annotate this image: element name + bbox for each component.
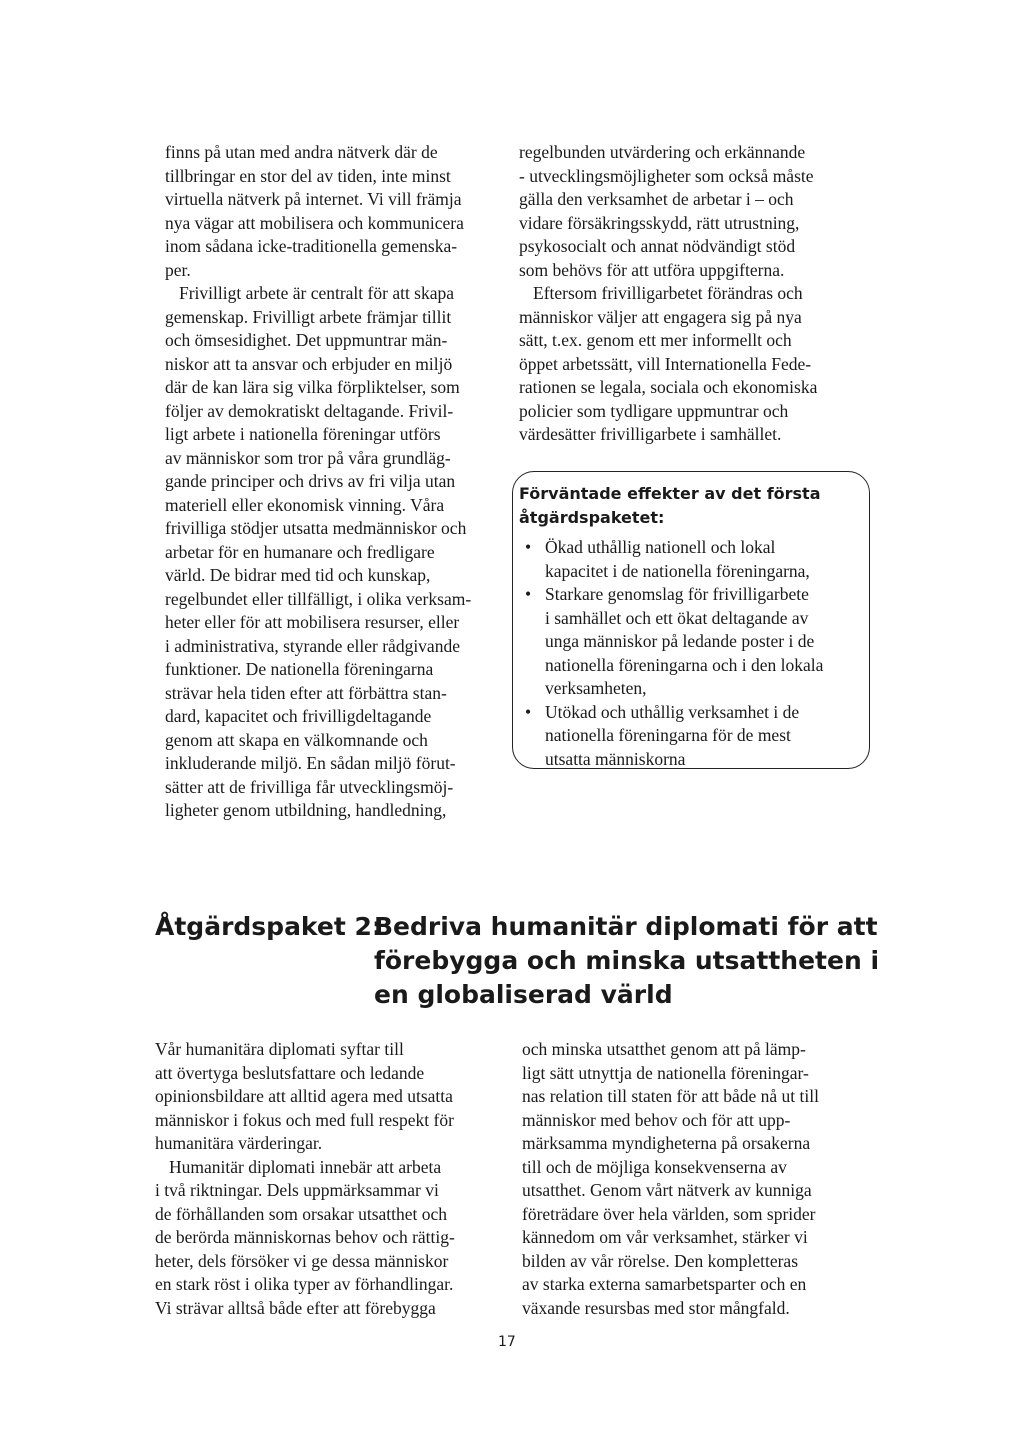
text-line: värdesätter frivilligarbete i samhället. xyxy=(519,424,782,444)
body-text-column-upper-right xyxy=(519,141,864,447)
text-line: sätt, t.ex. genom ett mer informellt och xyxy=(519,330,792,350)
text-line: Frivilligt arbete är centralt för att skapa xyxy=(179,283,455,303)
text-line: gande principer och drivs av fri vilja utan xyxy=(165,471,456,491)
text-line: öppet arbetssätt, vill Internationella Fede- xyxy=(519,353,812,374)
text-line: företrädare över hela världen, som sprider xyxy=(522,1203,816,1224)
section-title-line: förebygga och minska utsattheten i xyxy=(374,946,880,975)
text-line: de förhållanden som orsakar utsatthet och xyxy=(155,1203,448,1224)
text-line: Eftersom frivilligarbetet förändras och xyxy=(533,283,803,303)
text-line: policier som tydligare uppmuntrar och xyxy=(519,400,789,421)
text-line: som behövs för att utföra uppgifterna. xyxy=(519,259,785,280)
list-item-line: nationella föreningarna för de mest xyxy=(545,725,791,745)
list-item-line: i samhället och ett ökat deltagande av xyxy=(545,607,809,628)
text-line: Vår humanitära diplomati syftar till xyxy=(155,1039,404,1059)
list-item-line: Ökad uthållig nationell och lokal xyxy=(545,537,776,557)
text-line: genom att skapa en välkomnande och xyxy=(165,729,428,750)
text-line: människor med behov och för att upp- xyxy=(522,1109,791,1130)
text-line: nya vägar att mobilisera och kommunicera xyxy=(165,212,464,233)
text-line: följer av demokratiskt deltagande. Frivil- xyxy=(165,400,454,421)
text-line: de berörda människornas behov och rättig- xyxy=(155,1227,455,1247)
text-line: märksamma myndigheterna på orsakerna xyxy=(522,1133,811,1153)
text-line: psykosocialt och annat nödvändigt stöd xyxy=(519,236,796,256)
text-line: växande resursbas med stor mångfald. xyxy=(522,1297,790,1318)
text-line: ligt arbete i nationella föreningar utförs xyxy=(165,424,441,444)
text-line: Humanitär diplomati innebär att arbeta xyxy=(169,1156,442,1177)
text-line: virtuella nätverk på internet. Vi vill främja xyxy=(165,189,462,209)
body-text-column-lower-right xyxy=(522,1038,867,1320)
text-line: gälla den verksamhet de arbetar i – och xyxy=(519,189,794,209)
list-item-line: kapacitet i de nationella föreningarna, xyxy=(545,560,810,581)
list-item-line: verksamheten, xyxy=(545,678,647,698)
text-line: regelbundet eller tillfälligt, i olika verksam- xyxy=(165,588,472,609)
text-line: dard, kapacitet och frivilligdeltagande xyxy=(165,706,432,726)
text-line: inom sådana icke-traditionella gemenska- xyxy=(165,236,458,256)
text-line: per. xyxy=(165,259,191,280)
text-line: sätter att de frivilliga får utvecklingsmöj- xyxy=(165,776,454,797)
body-text-column-lower-left xyxy=(155,1038,500,1320)
expected-effects-list xyxy=(519,536,823,771)
list-item-line: Utökad och uthållig verksamhet i de xyxy=(545,701,800,722)
text-line: värld. De bidrar med tid och kunskap, xyxy=(165,565,431,585)
text-line: ligheter genom utbildning, handledning, xyxy=(165,800,447,820)
text-line: och minska utsatthet genom att på lämp- xyxy=(522,1039,806,1059)
page-number: 17 xyxy=(498,1334,516,1350)
text-line: opinionsbildare att alltid agera med utsatta xyxy=(155,1086,453,1106)
text-line: heter, dels försöker vi ge dessa människor xyxy=(155,1250,449,1271)
text-line: människor i fokus och med full respekt för xyxy=(155,1109,454,1130)
text-line: bilden av vår rörelse. Den kompletteras xyxy=(522,1250,799,1271)
text-line: där de kan lära sig vilka förpliktelser, som xyxy=(165,377,460,397)
bullet-icon: • xyxy=(525,584,532,604)
text-line: kännedom om vår verksamhet, stärker vi xyxy=(522,1227,808,1247)
text-line: tillbringar en stor del av tiden, inte minst xyxy=(165,165,451,186)
expected-effects-title-line: Förväntade effekter av det första xyxy=(519,484,821,503)
section-title-line: Bedriva humanitär diplomati för att xyxy=(374,912,878,941)
text-line: strävar hela tiden efter att förbättra stan- xyxy=(165,682,447,703)
text-line: rationen se legala, sociala och ekonomiska xyxy=(519,377,818,397)
text-line: heter eller för att mobilisera resurser, eller xyxy=(165,612,460,632)
text-line: arbetar för en humanare och fredligare xyxy=(165,541,435,562)
text-line: en stark röst i olika typer av förhandlingar. xyxy=(155,1274,454,1294)
section-title-line: en globaliserad värld xyxy=(374,980,673,1009)
text-line: gemenskap. Frivilligt arbete främjar tillit xyxy=(165,306,452,327)
expected-effects-title xyxy=(519,482,821,530)
text-line: inkluderande miljö. En sådan miljö förut- xyxy=(165,753,456,773)
text-line: människor väljer att engagera sig på nya xyxy=(519,306,802,327)
text-line: nas relation till staten för att både nå ut till xyxy=(522,1086,819,1106)
text-line: materiell eller ekonomisk vinning. Våra xyxy=(165,494,445,515)
body-text-column-upper-left xyxy=(165,141,505,823)
section-title xyxy=(374,910,879,1012)
text-line: i administrativa, styrande eller rådgivande xyxy=(165,635,460,656)
text-line: ligt sätt utnyttja de nationella föreningar- xyxy=(522,1062,809,1083)
text-line: finns på utan med andra nätverk där de xyxy=(165,142,438,162)
list-item xyxy=(519,583,823,701)
list-item-line: unga människor på ledande poster i de xyxy=(545,631,815,651)
list-item xyxy=(519,701,823,772)
text-line: av människor som tror på våra grundläg- xyxy=(165,447,451,468)
text-line: regelbunden utvärdering och erkännande xyxy=(519,142,806,162)
text-line: av starka externa samarbetsparter och en xyxy=(522,1274,807,1294)
text-line: och ömsesidighet. Det uppmuntrar män- xyxy=(165,330,448,350)
text-line: humanitära värderingar. xyxy=(155,1133,323,1153)
text-line: frivilliga stödjer utsatta medmänniskor och xyxy=(165,518,467,538)
text-line: i två riktningar. Dels uppmärksammar vi xyxy=(155,1180,439,1200)
text-line: utsatthet. Genom vårt nätverk av kunniga xyxy=(522,1180,812,1200)
text-line: Vi strävar alltså både efter att förebygga xyxy=(155,1297,436,1318)
bullet-icon: • xyxy=(525,537,532,557)
text-line: till och de möjliga konsekvenserna av xyxy=(522,1156,787,1177)
list-item-line: nationella föreningarna och i den lokala xyxy=(545,654,824,675)
section-label: Åtgärdspaket 2: xyxy=(155,912,382,941)
text-line: funktioner. De nationella föreningarna xyxy=(165,659,434,679)
bullet-icon: • xyxy=(525,701,532,722)
text-line: att övertyga beslutsfattare och ledande xyxy=(155,1062,425,1083)
text-line: vidare försäkringsskydd, rätt utrustning, xyxy=(519,212,800,233)
list-item-line: Starkare genomslag för frivilligarbete xyxy=(545,584,809,604)
text-line: - utvecklingsmöjligheter som också måste xyxy=(519,165,814,186)
text-line: niskor att ta ansvar och erbjuder en miljö xyxy=(165,353,453,374)
list-item xyxy=(519,536,823,583)
list-item-line: utsatta människorna xyxy=(545,748,686,769)
expected-effects-title-line: åtgärdspaketet: xyxy=(519,508,665,527)
